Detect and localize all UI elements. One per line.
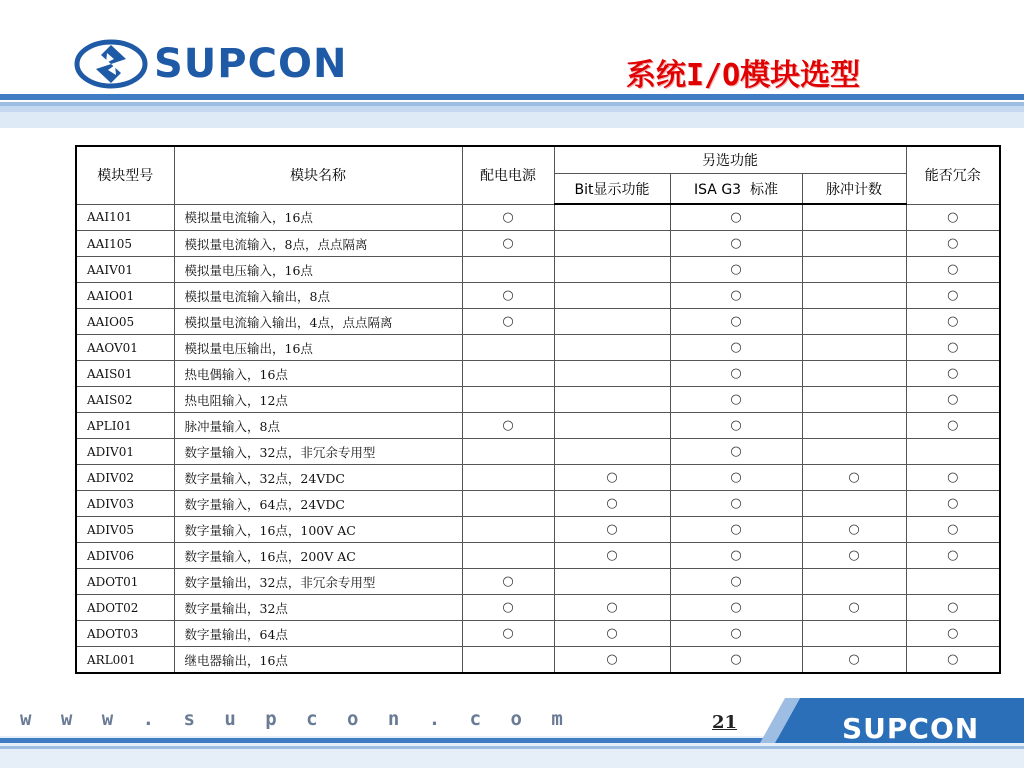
cell-model: ADOT03	[76, 621, 174, 647]
cell-pulse-count: ○	[802, 595, 906, 621]
table-row	[76, 413, 1000, 439]
cell-model: ADOT01	[76, 569, 174, 595]
table-row	[76, 309, 1000, 335]
cell-isa-g3: ○	[670, 413, 802, 439]
cell-isa-g3: ○	[670, 647, 802, 674]
cell-model: ADIV06	[76, 543, 174, 569]
cell-pulse-count	[802, 361, 906, 387]
cell-isa-g3: ○	[670, 517, 802, 543]
cell-pulse-count	[802, 335, 906, 361]
cell-bit-display: ○	[554, 465, 670, 491]
cell-name: 模拟量电流输入输出，8点	[174, 283, 462, 309]
header-optional-group: 另选功能	[554, 146, 906, 174]
header-isa-g3: ISA G3 标准	[670, 174, 802, 205]
cell-redundancy: ○	[906, 595, 1000, 621]
cell-isa-g3: ○	[670, 491, 802, 517]
cell-model: AAIS01	[76, 361, 174, 387]
cell-pulse-count	[802, 569, 906, 595]
cell-bit-display: ○	[554, 595, 670, 621]
table-row	[76, 647, 1000, 674]
cell-power	[462, 439, 554, 465]
cell-power	[462, 647, 554, 674]
cell-isa-g3: ○	[670, 569, 802, 595]
cell-pulse-count	[802, 439, 906, 465]
cell-redundancy: ○	[906, 491, 1000, 517]
table-row	[76, 517, 1000, 543]
cell-pulse-count	[802, 309, 906, 335]
cell-isa-g3: ○	[670, 465, 802, 491]
cell-pulse-count	[802, 204, 906, 231]
cell-bit-display	[554, 361, 670, 387]
cell-isa-g3: ○	[670, 439, 802, 465]
cell-bit-display	[554, 257, 670, 283]
cell-power: ○	[462, 569, 554, 595]
cell-model: AAIO01	[76, 283, 174, 309]
table-row	[76, 465, 1000, 491]
table-row	[76, 543, 1000, 569]
cell-bit-display: ○	[554, 517, 670, 543]
cell-redundancy	[906, 439, 1000, 465]
cell-model: APLI01	[76, 413, 174, 439]
cell-name: 数字量输入，64点，24VDC	[174, 491, 462, 517]
header-power: 配电电源	[462, 146, 554, 204]
cell-name: 数字量输入，32点，非冗余专用型	[174, 439, 462, 465]
cell-power	[462, 257, 554, 283]
cell-isa-g3: ○	[670, 257, 802, 283]
cell-model: ADIV02	[76, 465, 174, 491]
cell-pulse-count: ○	[802, 647, 906, 674]
cell-name: 模拟量电压输出，16点	[174, 335, 462, 361]
header-stripe	[0, 92, 1024, 128]
cell-redundancy: ○	[906, 283, 1000, 309]
cell-name: 数字量输出，64点	[174, 621, 462, 647]
cell-model: ADIV01	[76, 439, 174, 465]
table-row	[76, 569, 1000, 595]
supcon-logo	[74, 38, 347, 90]
cell-name: 脉冲量输入，8点	[174, 413, 462, 439]
cell-power: ○	[462, 283, 554, 309]
cell-pulse-count: ○	[802, 465, 906, 491]
cell-isa-g3: ○	[670, 204, 802, 231]
cell-model: ARL001	[76, 647, 174, 674]
footer-logo: SUPCON	[842, 712, 980, 745]
cell-redundancy: ○	[906, 387, 1000, 413]
cell-model: AAIS02	[76, 387, 174, 413]
header-redundancy: 能否冗余	[906, 146, 1000, 204]
cell-power	[462, 387, 554, 413]
table-row	[76, 439, 1000, 465]
logo-emblem-icon	[74, 39, 148, 89]
cell-redundancy: ○	[906, 335, 1000, 361]
header-model: 模块型号	[76, 146, 174, 204]
cell-pulse-count: ○	[802, 543, 906, 569]
cell-model: AAIO05	[76, 309, 174, 335]
cell-redundancy: ○	[906, 543, 1000, 569]
cell-power	[462, 361, 554, 387]
cell-name: 继电器输出，16点	[174, 647, 462, 674]
cell-model: ADIV03	[76, 491, 174, 517]
cell-redundancy: ○	[906, 309, 1000, 335]
cell-model: AAI105	[76, 231, 174, 257]
cell-name: 数字量输入，16点，100V AC	[174, 517, 462, 543]
cell-bit-display	[554, 204, 670, 231]
cell-name: 数字量输入，16点，200V AC	[174, 543, 462, 569]
cell-bit-display	[554, 335, 670, 361]
cell-power: ○	[462, 231, 554, 257]
io-module-table	[75, 145, 999, 674]
table-row	[76, 283, 1000, 309]
cell-bit-display	[554, 413, 670, 439]
cell-redundancy: ○	[906, 621, 1000, 647]
cell-isa-g3: ○	[670, 621, 802, 647]
cell-redundancy: ○	[906, 465, 1000, 491]
cell-name: 模拟量电流输入输出，4点，点点隔离	[174, 309, 462, 335]
cell-power	[462, 543, 554, 569]
cell-name: 数字量输出，32点，非冗余专用型	[174, 569, 462, 595]
cell-redundancy: ○	[906, 231, 1000, 257]
cell-bit-display: ○	[554, 543, 670, 569]
table-row	[76, 491, 1000, 517]
cell-isa-g3: ○	[670, 595, 802, 621]
cell-redundancy: ○	[906, 257, 1000, 283]
table-row	[76, 231, 1000, 257]
cell-model: ADOT02	[76, 595, 174, 621]
cell-bit-display	[554, 231, 670, 257]
cell-name: 模拟量电流输入，16点	[174, 204, 462, 231]
cell-isa-g3: ○	[670, 335, 802, 361]
cell-isa-g3: ○	[670, 361, 802, 387]
cell-power	[462, 465, 554, 491]
cell-pulse-count: ○	[802, 517, 906, 543]
cell-isa-g3: ○	[670, 309, 802, 335]
cell-model: AAI101	[76, 204, 174, 231]
cell-pulse-count	[802, 413, 906, 439]
header-bit-display: Bit显示功能	[554, 174, 670, 205]
table-row	[76, 621, 1000, 647]
page-number: 21	[712, 712, 738, 733]
cell-isa-g3: ○	[670, 543, 802, 569]
cell-model: AAOV01	[76, 335, 174, 361]
cell-power	[462, 491, 554, 517]
cell-bit-display: ○	[554, 491, 670, 517]
cell-power	[462, 517, 554, 543]
cell-power: ○	[462, 621, 554, 647]
cell-pulse-count	[802, 231, 906, 257]
cell-power	[462, 335, 554, 361]
cell-name: 模拟量电流输入，8点，点点隔离	[174, 231, 462, 257]
cell-pulse-count	[802, 491, 906, 517]
cell-bit-display	[554, 387, 670, 413]
cell-name: 热电偶输入，16点	[174, 361, 462, 387]
table-row	[76, 335, 1000, 361]
header-pulse-count: 脉冲计数	[802, 174, 906, 205]
cell-name: 模拟量电压输入，16点	[174, 257, 462, 283]
table-row	[76, 595, 1000, 621]
cell-power: ○	[462, 595, 554, 621]
table-row	[76, 257, 1000, 283]
table-row	[76, 204, 1000, 231]
cell-power: ○	[462, 309, 554, 335]
cell-bit-display: ○	[554, 647, 670, 674]
cell-bit-display	[554, 439, 670, 465]
cell-redundancy: ○	[906, 647, 1000, 674]
cell-bit-display	[554, 569, 670, 595]
cell-bit-display	[554, 283, 670, 309]
cell-redundancy: ○	[906, 361, 1000, 387]
cell-bit-display: ○	[554, 621, 670, 647]
cell-pulse-count	[802, 257, 906, 283]
header-name: 模块名称	[174, 146, 462, 204]
cell-isa-g3: ○	[670, 283, 802, 309]
page-title: 系统I/O模块选型	[626, 58, 861, 93]
cell-name: 数字量输出，32点	[174, 595, 462, 621]
cell-model: ADIV05	[76, 517, 174, 543]
cell-redundancy: ○	[906, 413, 1000, 439]
cell-redundancy	[906, 569, 1000, 595]
cell-name: 数字量输入，32点，24VDC	[174, 465, 462, 491]
cell-pulse-count	[802, 283, 906, 309]
cell-bit-display	[554, 309, 670, 335]
cell-isa-g3: ○	[670, 231, 802, 257]
cell-power: ○	[462, 413, 554, 439]
cell-isa-g3: ○	[670, 387, 802, 413]
cell-pulse-count	[802, 621, 906, 647]
footer-url: w w w . s u p c o n . c o m	[20, 708, 572, 730]
cell-model: AAIV01	[76, 257, 174, 283]
cell-name: 热电阻输入，12点	[174, 387, 462, 413]
cell-pulse-count	[802, 387, 906, 413]
logo-text: SUPCON	[154, 41, 348, 87]
cell-redundancy: ○	[906, 204, 1000, 231]
cell-redundancy: ○	[906, 517, 1000, 543]
cell-power: ○	[462, 204, 554, 231]
table-row	[76, 361, 1000, 387]
table-row	[76, 387, 1000, 413]
